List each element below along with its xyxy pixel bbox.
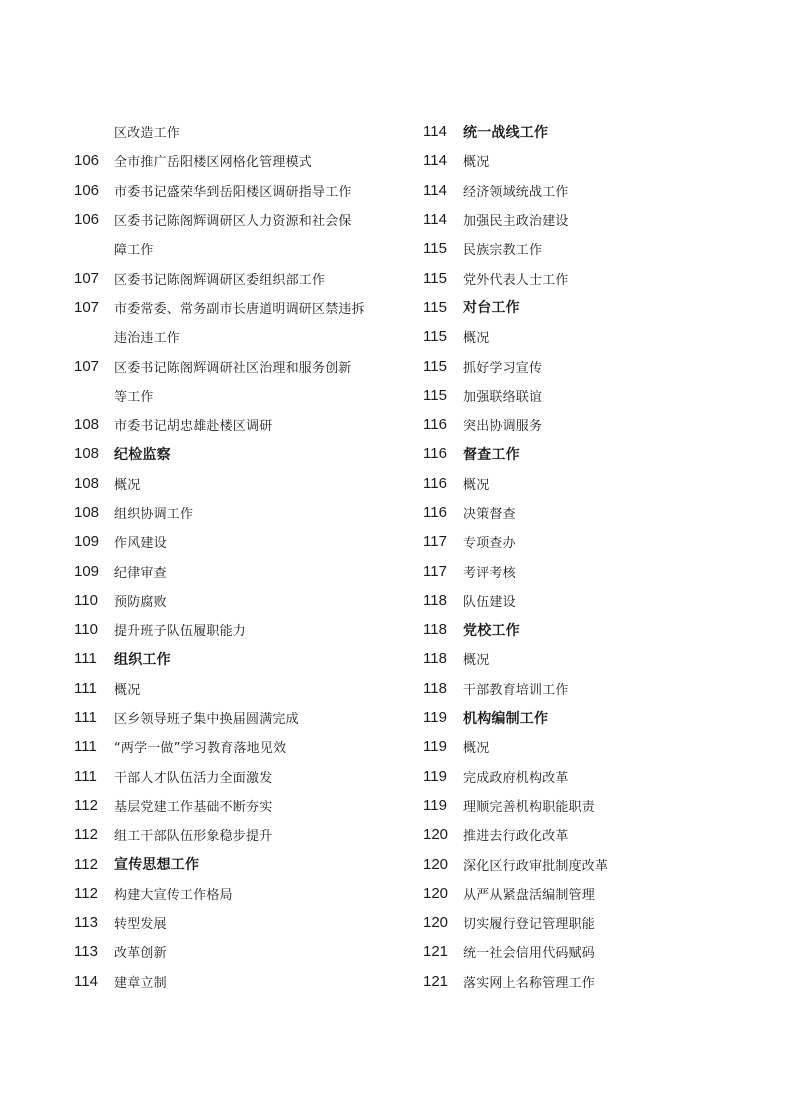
toc-page-number: 118 [423, 679, 447, 697]
toc-entry-title: 建章立制 [114, 975, 167, 991]
toc-entry [423, 556, 753, 585]
toc-entry [74, 937, 404, 966]
toc-entry [74, 908, 404, 937]
toc-entry [74, 703, 404, 732]
toc-entry-title: 区委书记陈阁辉调研区委组织部工作 [114, 272, 326, 288]
toc-entry-title: 概况 [114, 477, 141, 493]
toc-entry [423, 937, 753, 966]
toc-page-number: 121 [423, 972, 449, 990]
toc-page-number: 119 [423, 767, 447, 785]
toc-page-number: 111 [74, 738, 97, 756]
toc-entry [423, 469, 753, 498]
toc-entry [74, 117, 404, 146]
toc-entry-title: 区委书记陈阁辉调研区人力资源和社会保 [114, 214, 352, 230]
toc-page-number: 115 [423, 298, 447, 316]
toc-page-number: 119 [423, 738, 447, 756]
toc-page-number: 111 [74, 709, 97, 727]
toc-entry [74, 967, 404, 996]
toc-page-number: 108 [74, 445, 100, 463]
toc-page-number: 107 [74, 269, 100, 287]
toc-entry [74, 556, 404, 585]
toc-entry-title: 党校工作 [463, 622, 520, 639]
toc-entry-title: 市委书记胡忠雄赴楼区调研 [114, 419, 273, 435]
toc-page-number: 110 [74, 591, 98, 609]
toc-page-number: 114 [423, 123, 447, 141]
toc-page-number: 117 [423, 562, 447, 580]
toc-page-number: 116 [423, 474, 447, 492]
toc-entry-title: 经济领域统战工作 [463, 184, 569, 200]
toc-entry-title: 组工干部队伍形象稳步提升 [114, 829, 273, 845]
toc-entry [74, 820, 404, 849]
toc-entry-title: 队伍建设 [463, 594, 516, 610]
toc-page-number: 115 [423, 357, 447, 375]
toc-entry-title: 概况 [463, 653, 490, 669]
toc-page-number: 117 [423, 533, 447, 551]
toc-page-number: 108 [74, 504, 100, 521]
toc-entry [74, 615, 404, 644]
toc-page-number: 119 [423, 796, 447, 814]
toc-entry [423, 908, 753, 937]
toc-section-heading [74, 439, 404, 468]
toc-page-number: 114 [423, 152, 447, 170]
toc-section-heading [74, 644, 404, 673]
toc-entry [423, 410, 753, 439]
toc-entry [423, 849, 753, 878]
toc-entry-title: 民族宗教工作 [463, 243, 543, 259]
toc-section-heading [423, 117, 753, 146]
toc-entry [74, 498, 404, 527]
toc-entry-title: 专项查办 [463, 536, 516, 552]
toc-entry-title: 从严从紧盘活编制管理 [463, 887, 596, 903]
toc-entry-title: 作风建设 [114, 536, 167, 552]
toc-page-number: 112 [74, 884, 98, 902]
toc-entry-title: 党外代表人士工作 [463, 272, 569, 288]
toc-entry [74, 410, 404, 439]
toc-entry-title: 障工作 [114, 243, 154, 259]
toc-page-number: 116 [423, 445, 447, 463]
toc-page-number: 114 [423, 211, 447, 229]
toc-page-number: 120 [423, 914, 449, 932]
toc-entry [423, 176, 753, 205]
toc-entry-title: 组织协调工作 [114, 507, 194, 522]
toc-entry-title: 突出协调服务 [463, 419, 543, 435]
toc-page-number: 112 [74, 826, 98, 844]
toc-entry [423, 820, 753, 849]
toc-entry-title: “两学一做”学习教育落地见效 [114, 741, 287, 757]
toc-entry-title: 考评考核 [463, 565, 516, 581]
toc-entry [74, 234, 404, 263]
toc-entry-title: 干部人才队伍活力全面激发 [114, 770, 273, 786]
toc-section-heading [423, 703, 753, 732]
toc-entry-title: 构建大宣传工作格局 [114, 887, 233, 903]
toc-entry [74, 879, 404, 908]
toc-entry-title: 市委书记盛荣华到岳阳楼区调研指导工作 [114, 184, 352, 200]
toc-entry [74, 176, 404, 205]
toc-entry-title: 决策督查 [463, 507, 516, 522]
toc-entry-title: 概况 [463, 331, 490, 347]
toc-entry [423, 498, 753, 527]
toc-entry [74, 293, 404, 322]
toc-entry [423, 674, 753, 703]
toc-page-number: 106 [74, 152, 100, 170]
toc-entry-title: 对台工作 [463, 300, 520, 317]
toc-entry-title: 统一战线工作 [463, 124, 549, 141]
toc-page-number: 108 [74, 474, 100, 492]
toc-entry [74, 791, 404, 820]
toc-entry-title: 理顺完善机构职能职责 [463, 799, 596, 815]
toc-entry [423, 527, 753, 556]
toc-entry [74, 381, 404, 410]
toc-entry-title: 区委书记陈阁辉调研社区治理和服务创新 [114, 360, 352, 376]
toc-entry [74, 263, 404, 292]
toc-entry [74, 469, 404, 498]
toc-entry [423, 263, 753, 292]
toc-entry-title: 等工作 [114, 389, 154, 405]
toc-entry [423, 351, 753, 380]
toc-page-number: 113 [74, 914, 98, 932]
toc-entry [423, 644, 753, 673]
toc-entry-title: 组织工作 [114, 651, 171, 668]
toc-entry-title: 落实网上名称管理工作 [463, 975, 596, 991]
toc-entry [74, 762, 404, 791]
toc-entry-title: 纪律审查 [114, 565, 167, 581]
toc-entry-title: 加强民主政治建设 [463, 214, 569, 230]
toc-page-number: 119 [423, 709, 447, 727]
toc-entry [423, 586, 753, 615]
toc-page-number: 111 [74, 650, 97, 668]
toc-page-number: 107 [74, 298, 100, 316]
toc-page-number: 114 [74, 972, 98, 990]
toc-entry [423, 762, 753, 791]
toc-entry-title: 概况 [463, 155, 490, 171]
toc-left-column [74, 117, 404, 996]
toc-section-heading [423, 615, 753, 644]
toc-entry-title: 概况 [114, 682, 141, 698]
toc-entry-title: 区乡领导班子集中换届圆满完成 [114, 712, 299, 728]
toc-entry-title: 加强联络联谊 [463, 389, 543, 405]
toc-page-number: 121 [423, 943, 449, 961]
toc-entry-title: 市委常委、常务副市长唐道明调研区禁违拆 [114, 301, 365, 317]
toc-page-number: 118 [423, 621, 447, 639]
toc-entry [74, 674, 404, 703]
toc-page-number: 110 [74, 621, 98, 639]
toc-entry [423, 234, 753, 263]
toc-entry [423, 791, 753, 820]
toc-entry-title: 违治违工作 [114, 331, 181, 347]
toc-page-number: 118 [423, 650, 447, 668]
toc-entry-title: 概况 [463, 477, 490, 493]
toc-entry [74, 527, 404, 556]
toc-entry-title: 督查工作 [463, 446, 520, 463]
toc-page-number: 109 [74, 562, 100, 580]
toc-entry [423, 205, 753, 234]
toc-page-number: 111 [74, 767, 97, 785]
toc-page-number: 115 [423, 386, 447, 404]
toc-entry [74, 351, 404, 380]
toc-page-number: 108 [74, 416, 100, 434]
toc-entry-title: 宣传思想工作 [114, 857, 200, 874]
toc-entry [74, 586, 404, 615]
toc-page-number: 112 [74, 796, 98, 814]
toc-page-number: 120 [423, 884, 449, 902]
toc-page-number: 115 [423, 328, 447, 346]
toc-entry [423, 381, 753, 410]
toc-page-number: 116 [423, 416, 447, 434]
toc-entry [74, 146, 404, 175]
toc-page-number: 106 [74, 211, 100, 229]
toc-entry [74, 322, 404, 351]
toc-entry-title: 概况 [463, 741, 490, 757]
toc-entry-title: 干部教育培训工作 [463, 682, 569, 698]
toc-entry-title: 预防腐败 [114, 594, 167, 610]
toc-entry-title: 完成政府机构改革 [463, 770, 569, 786]
toc-entry-title: 基层党建工作基础不断夯实 [114, 799, 273, 815]
toc-entry-title: 纪检监察 [114, 446, 171, 463]
toc-entry-title: 机构编制工作 [463, 710, 549, 727]
toc-section-heading [423, 293, 753, 322]
toc-page-number: 107 [74, 357, 100, 375]
toc-entry-title: 区改造工作 [114, 126, 181, 142]
toc-entry [74, 732, 404, 761]
toc-entry-title: 深化区行政审批制度改革 [463, 858, 609, 874]
toc-page-number: 115 [423, 240, 447, 258]
toc-entry-title: 全市推广岳阳楼区网格化管理模式 [114, 155, 313, 171]
toc-entry [423, 879, 753, 908]
toc-page-number: 114 [423, 181, 447, 199]
toc-page-number: 115 [423, 269, 447, 287]
toc-entry [423, 967, 753, 996]
toc-entry-title: 转型发展 [114, 917, 167, 933]
toc-entry-title: 切实履行登记管理职能 [463, 917, 596, 933]
toc-entry-title: 抓好学习宣传 [463, 360, 543, 376]
toc-page-number: 120 [423, 826, 449, 844]
toc-entry [74, 205, 404, 234]
toc-entry [423, 322, 753, 351]
toc-right-column [423, 117, 753, 996]
toc-entry-title: 改革创新 [114, 946, 167, 962]
toc-page-number: 116 [423, 504, 447, 521]
toc-page-number: 113 [74, 943, 98, 961]
toc-page-number: 118 [423, 591, 447, 609]
toc-entry-title: 推进去行政化改革 [463, 829, 569, 845]
toc-entry-title: 统一社会信用代码赋码 [463, 946, 596, 962]
toc-page-number: 112 [74, 855, 98, 873]
toc-section-heading [74, 849, 404, 878]
toc-page-number: 111 [74, 679, 97, 697]
toc-page-number: 120 [423, 855, 449, 873]
toc-entry-title: 提升班子队伍履职能力 [114, 624, 247, 640]
toc-page-number: 109 [74, 533, 100, 551]
toc-section-heading [423, 439, 753, 468]
toc-entry [423, 146, 753, 175]
toc-entry [423, 732, 753, 761]
toc-page-number: 106 [74, 181, 100, 199]
